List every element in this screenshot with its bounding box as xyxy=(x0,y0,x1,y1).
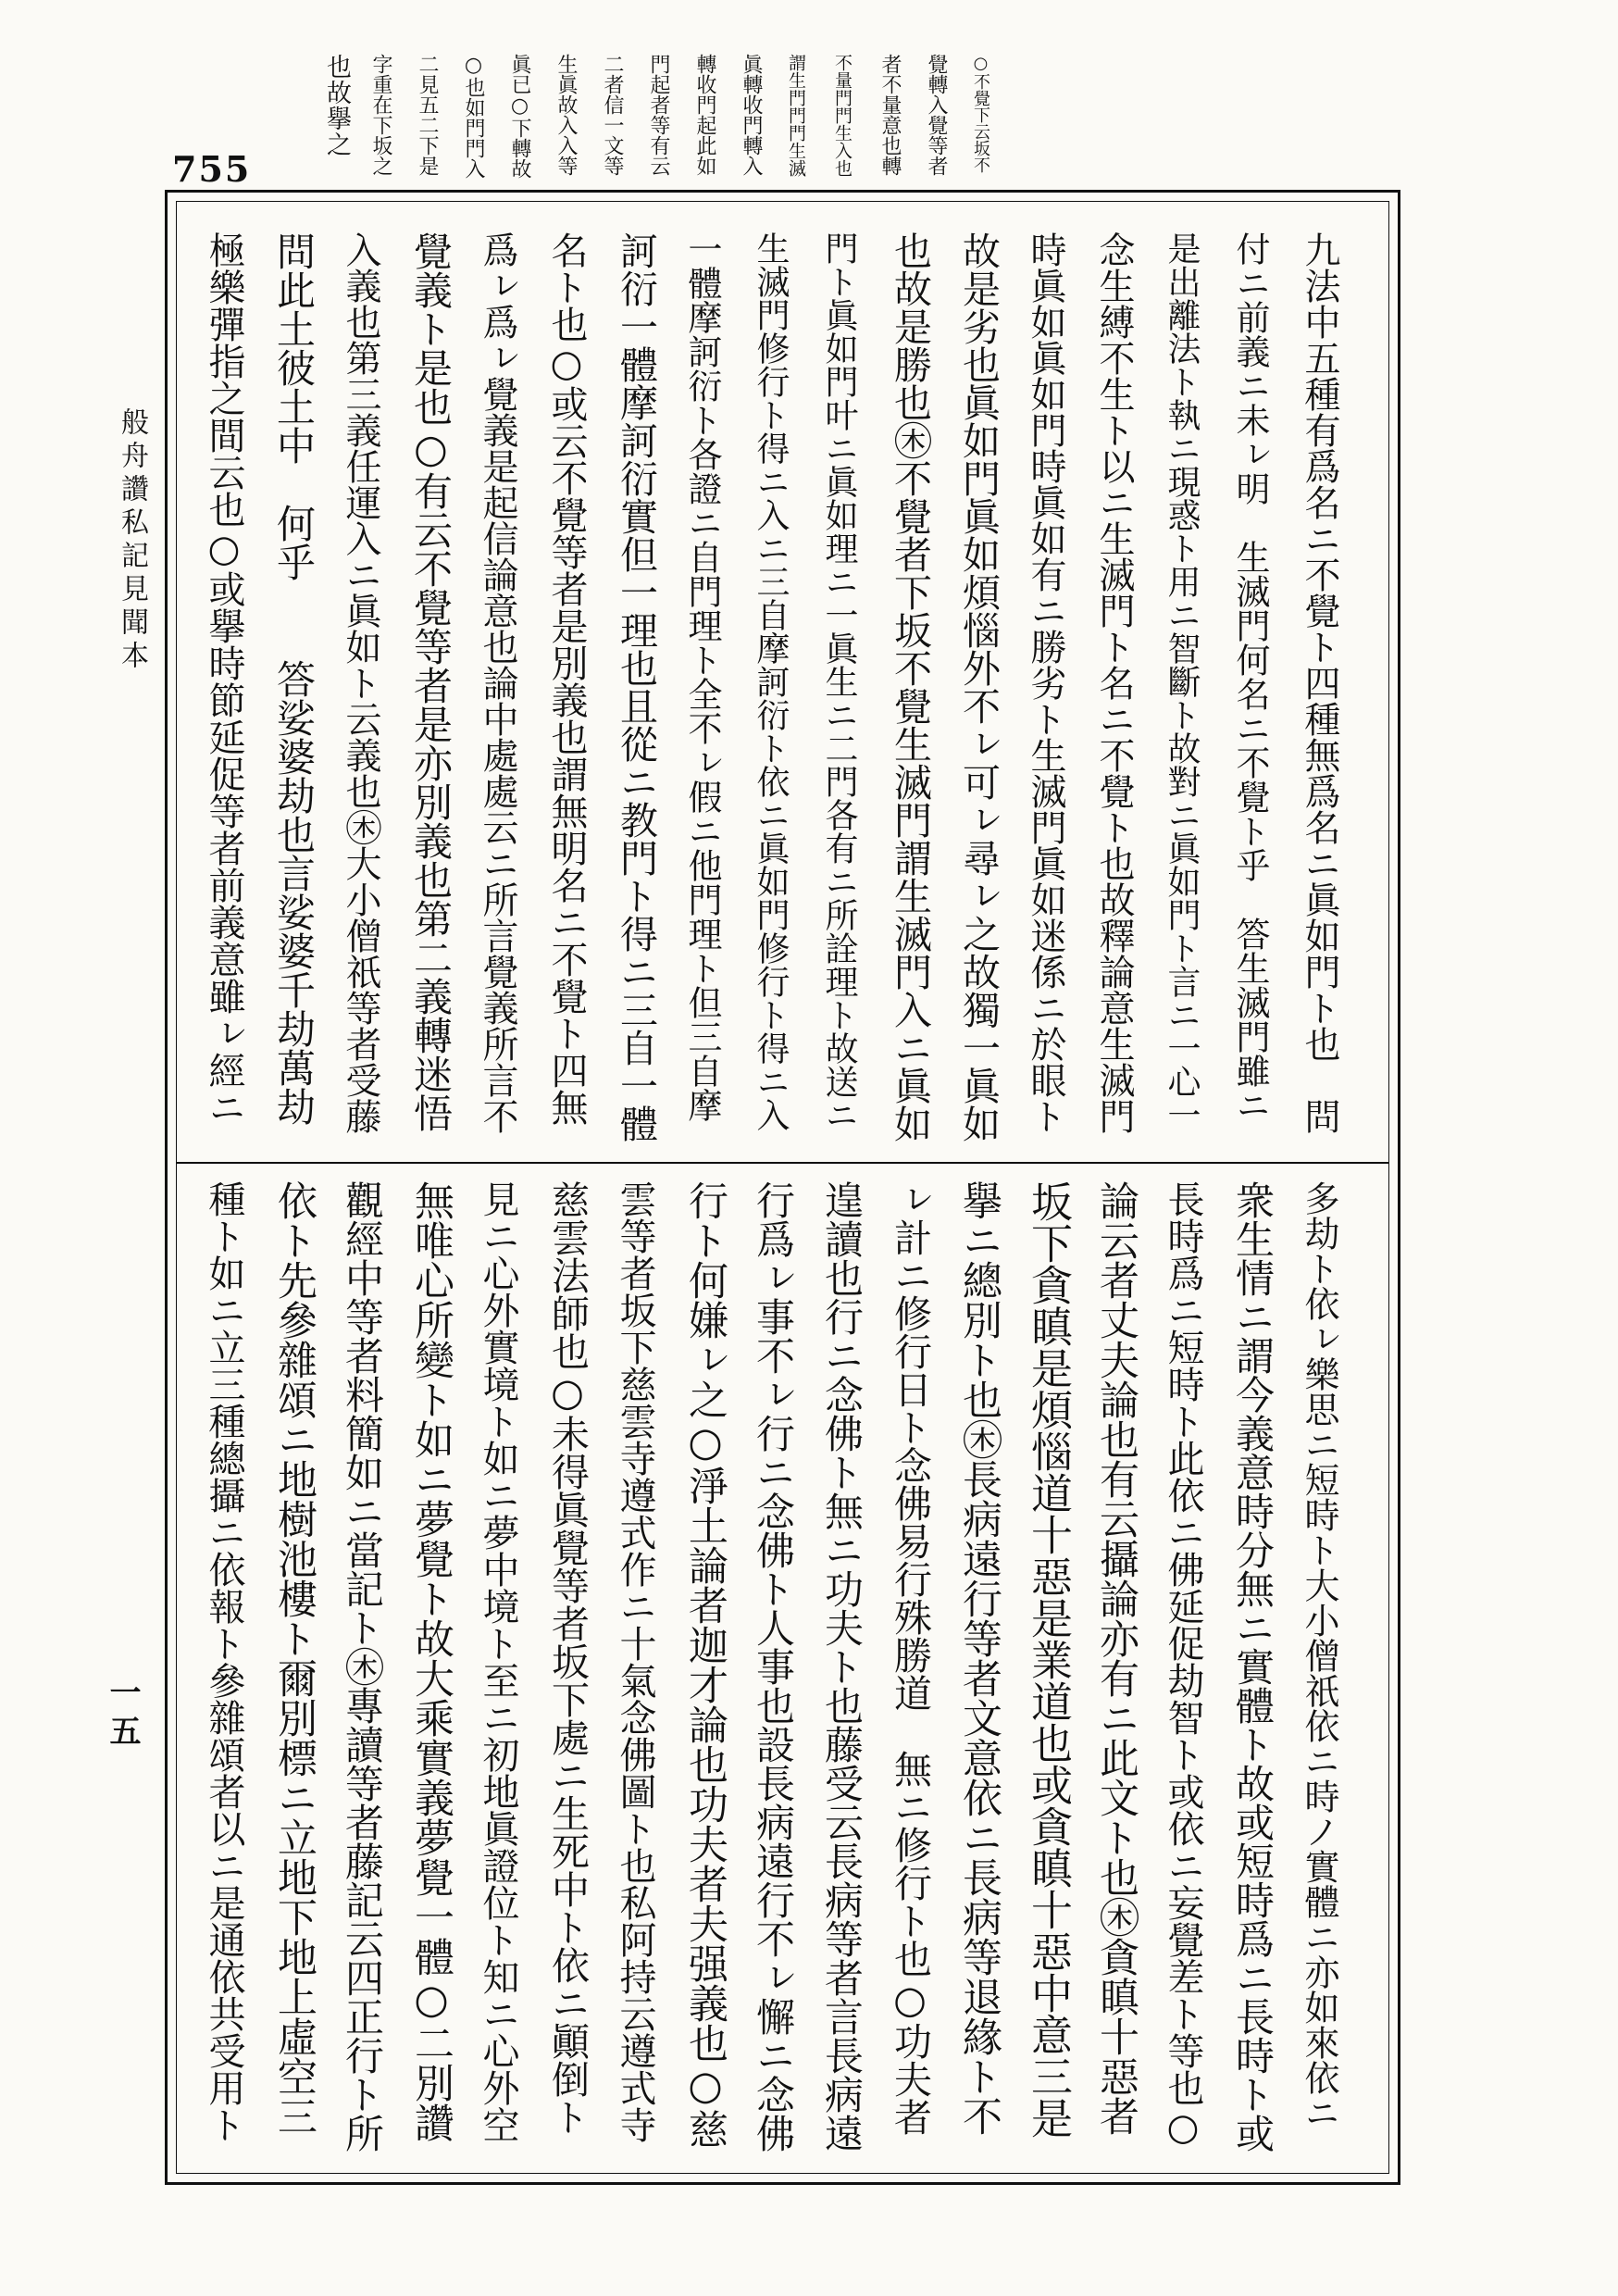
folio-number: 一五 xyxy=(104,1676,141,1753)
text-column: 覺義ト是也○有云不覺等者是亦別義也第二義轉迷悟 xyxy=(408,231,454,1132)
text-column: 也故是勝也㊍不覺者下坂不覺生滅門謂生滅門入ニ眞如 xyxy=(888,231,932,1142)
text-column: 時眞如眞如門時眞如有ニ勝劣ト生滅門眞如迷係ニ於眼ト xyxy=(1025,231,1066,1134)
text-column: 行ト何嫌ㇾ之○淨土論者迦才論也功夫者夫强義也○慈 xyxy=(682,1180,728,2149)
text-column: 論云者丈夫論也有云攝論亦有ニ此文ト也㊍貪瞋十惡者 xyxy=(1093,1180,1139,2136)
text-column: 見ニ心外實境ト如ニ夢中境ト至ニ初地眞證位ト知ニ心外空 xyxy=(477,1180,519,2143)
text-column: 種ト如ニ立三種總攝ニ依報ト參雜頌者以ニ是通依共受用ト xyxy=(203,1180,245,2143)
text-column: 遑讀也行ニ念佛ト無ニ功夫ト也藤受云長病等者言長病遠 xyxy=(819,1180,865,2152)
text-column: ㇾ計ニ修行日ト念佛易行殊勝道 無ニ修行ト也○功夫者 xyxy=(888,1180,932,2136)
text-column: 極樂彈指之間云也○或擧時節延促等者前義意雖ㇾ經ニ xyxy=(203,231,245,1126)
upper-text-block xyxy=(204,231,1370,1143)
header-note-line: 二見五二下是 xyxy=(416,54,439,176)
text-column: 長時爲ニ短時ト此依ニ佛延促劫智ト或依ニ妄覺差ト等也○ xyxy=(1162,1180,1204,2149)
header-notes xyxy=(278,54,1000,179)
header-note-line: 覺轉入覺等者 xyxy=(925,54,948,176)
header-note-line: ○不覺下云坂不 xyxy=(971,54,990,173)
text-column: 付ニ前義ニ未ㇾ明 生滅門何名ニ不覺ト乎 答生滅門雖ニ xyxy=(1230,231,1270,1122)
header-note-line: 謂生門門門生滅 xyxy=(786,54,806,177)
text-column: 一體摩訶衍ト各證ニ自門理ト全不ㇾ假ニ他門理ト但三自摩 xyxy=(682,231,722,1122)
header-note-line: 轉收門起此如 xyxy=(693,54,716,176)
book-title: 般舟讚私記見聞本 xyxy=(116,407,148,674)
text-column: 九法中五種有爲名ニ不覺ト四種無爲名ニ眞如門ト也 問 xyxy=(1299,231,1340,1134)
header-note-line: 不量門門生入也 xyxy=(832,54,853,177)
text-column: 名ト也○或云不覺等者是別義也謂無明名ニ不覺ト四無 xyxy=(545,231,588,1126)
header-note-line: 二者信一文等 xyxy=(601,54,624,176)
text-column: 衆生情ニ謂今義意時分無ニ實體ト故或短時爲ニ長時ト或 xyxy=(1230,1180,1276,2152)
text-column: 擧ニ總別ト也㊍長病遠行等者文意依ニ長病等退緣ト不 xyxy=(956,1180,1002,2136)
header-note-line: 字重在下坂之 xyxy=(369,54,392,176)
center-divider xyxy=(176,1162,1389,1164)
text-column: 多劫ト依ㇾ樂思ニ短時ト大小僧祇依ニ時ノ實體ニ亦如來依ニ xyxy=(1299,1180,1339,2130)
header-note-line: ○也如門門入 xyxy=(462,54,485,179)
text-column: 爲ㇾ爲ㇾ覺義是起信論意也論中處處云ニ所言覺義所言不 xyxy=(477,231,518,1134)
page-number: 755 xyxy=(172,148,252,190)
header-note-line: 也故擧之 xyxy=(322,54,351,157)
text-column: 入義也第三義任運入ニ眞如ト云義也㊍大小僧祇等者受藤 xyxy=(340,231,381,1134)
text-column: 是出離法ト執ニ現惑ト用ニ智斷ト故對ニ眞如門ト言ニ一心一 xyxy=(1163,231,1201,1131)
text-column: 依ト先參雜頌ニ地樹池樓ト爾別標ニ立地下地上虛空三 xyxy=(271,1180,317,2136)
text-column: 坂下貪瞋是煩惱道十惡是業道也或貪瞋十惡中意三是 xyxy=(1024,1180,1073,2139)
text-column: 門ト眞如門叶ニ眞如理ニ一眞生ニ二門各有ニ所詮理ト故送ニ xyxy=(820,231,858,1131)
text-column: 念生縛不生ト以ニ生滅門ト名ニ不覺ト也故釋論意生滅門 xyxy=(1093,231,1135,1134)
text-column: 行爲ㇾ事不ㇾ行ニ念佛ト人事也設長病遠行不ㇾ懈ニ念佛 xyxy=(751,1180,796,2152)
header-note-line: 門起者等有云 xyxy=(647,54,670,176)
text-column: 問此土彼土中 何乎 答娑婆劫也言娑婆千劫萬劫 xyxy=(271,231,317,1126)
header-note-line: 眞轉收門轉入 xyxy=(740,54,763,176)
lower-text-block xyxy=(204,1180,1370,2152)
text-column: 訶衍一體摩訶衍實但一理也且從ニ教門ト得ニ三自一體 xyxy=(614,231,658,1142)
text-column: 無唯心所變ト如ニ夢覺ト故大乘實義夢覺一體○二別讚 xyxy=(408,1180,454,2142)
header-note-line: 者不量意也轉 xyxy=(878,54,902,176)
text-column: 慈雲法師也○未得眞覺等者坂下處ニ生死中ト依ニ顚倒ト xyxy=(545,1180,590,2136)
header-note-line: 眞已○下轉故 xyxy=(508,54,531,179)
text-column: 故是劣也眞如門眞如煩惱外不ㇾ可ㇾ尋ㇾ之故獨一眞如 xyxy=(956,231,1001,1142)
text-column: 雲等者坂下慈雲寺遵式作ニ十氣念佛圖ト也私阿持云遵式寺 xyxy=(614,1180,656,2143)
text-column: 觀經中等者料簡如ニ當記ト㊍專讀等者藤記云四正行ト所 xyxy=(340,1180,385,2152)
text-column: 生滅門修行ト得ニ入ニ三自摩訶衍ト依ニ眞如門修行ト得ニ入 xyxy=(752,231,790,1131)
header-note-line: 生眞故入入等 xyxy=(554,54,578,176)
